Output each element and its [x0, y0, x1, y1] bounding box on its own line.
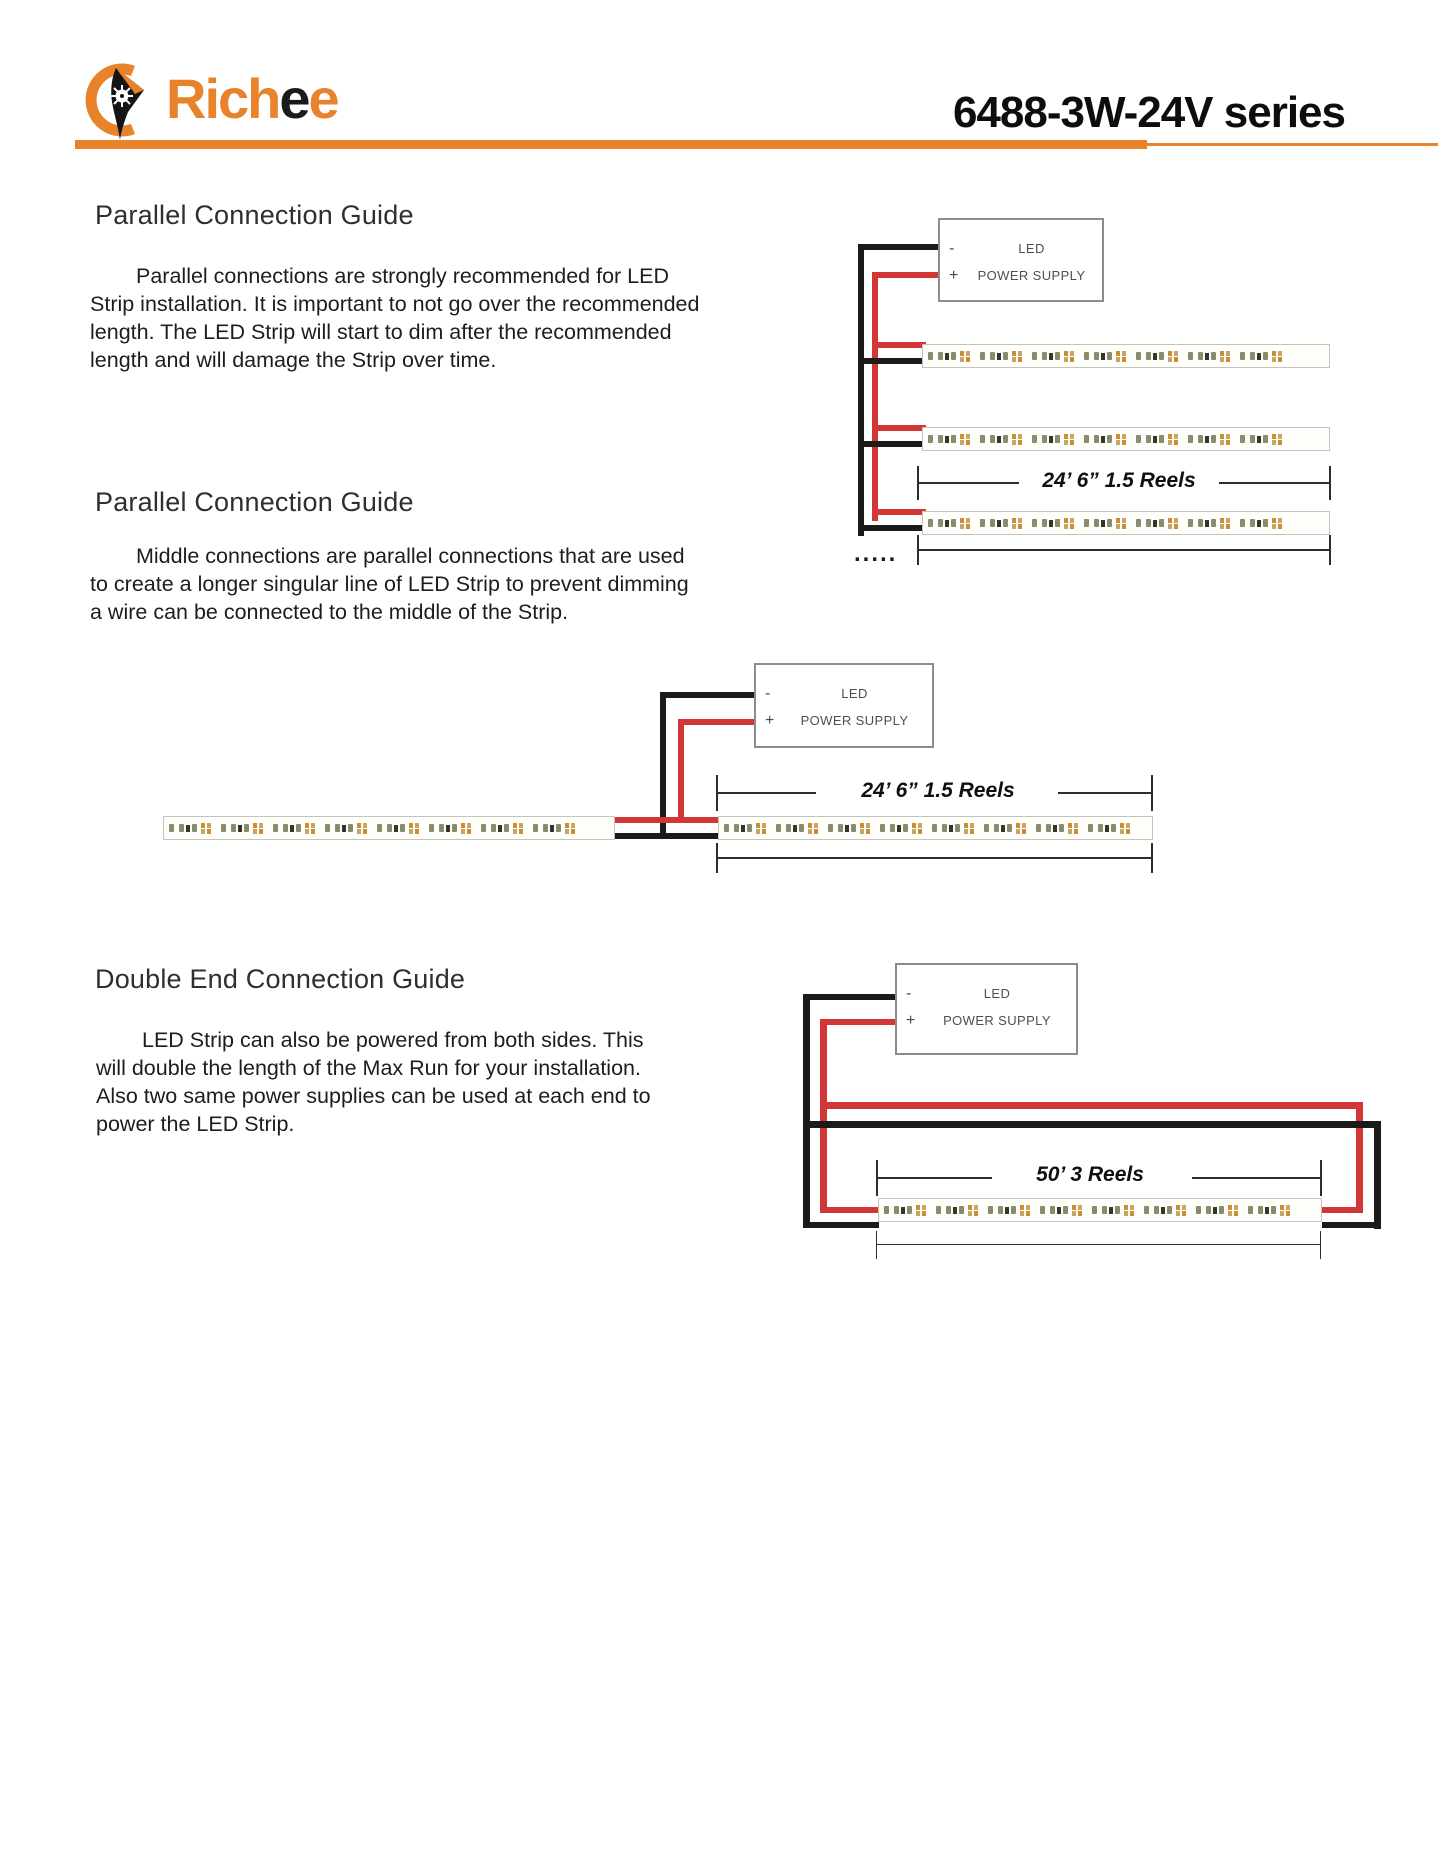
- led-chip-unit: [1243, 1205, 1295, 1216]
- dimension-label: 24’ 6” 1.5 Reels: [861, 779, 1015, 802]
- dimension-tick: [1320, 1231, 1321, 1259]
- wire-red: [1356, 1102, 1363, 1213]
- led-chip-unit: [1079, 518, 1131, 529]
- body-line: length. The LED Strip will start to dim after the recommended: [90, 320, 672, 344]
- led-chip-unit: [1191, 1205, 1243, 1216]
- wire-red: [820, 1019, 827, 1213]
- plus-terminal-label: +: [765, 711, 775, 729]
- header-rule-taper: [1147, 143, 1438, 146]
- led-chip-unit: [1027, 434, 1079, 445]
- brand-name-part3: e: [308, 67, 338, 130]
- led-chip-unit: [983, 1205, 1035, 1216]
- dimension-tick: [1151, 843, 1153, 873]
- wire-black: [803, 994, 899, 1000]
- led-chip-unit: [879, 1205, 931, 1216]
- led-chip-unit: [1079, 351, 1131, 362]
- body-line: length and will damage the Strip over time.: [90, 348, 497, 372]
- wire-red: [678, 719, 758, 725]
- dimension-label: 24’ 6” 1.5 Reels: [1042, 469, 1196, 492]
- psu-label-line1: LED: [1018, 241, 1045, 256]
- led-strip-double-end: [878, 1198, 1322, 1222]
- brand-logo: [78, 56, 338, 142]
- wire-black: [660, 692, 758, 698]
- psu-label-line2: POWER SUPPLY: [943, 1013, 1051, 1028]
- psu-label-line2: POWER SUPPLY: [800, 713, 909, 728]
- body-line: power the LED Strip.: [96, 1112, 295, 1136]
- wire-black: [1374, 1121, 1381, 1229]
- wire-black: [803, 994, 810, 1228]
- wire-black-branch: [858, 358, 926, 364]
- led-chip-unit: [1183, 351, 1235, 362]
- led-chip-unit: [424, 823, 476, 834]
- led-chip-unit: [1183, 518, 1235, 529]
- led-power-supply-box: [895, 963, 1078, 1055]
- dimension-tick: [1320, 1160, 1322, 1196]
- led-chip-unit: [372, 823, 424, 834]
- dimension-tick: [1151, 775, 1153, 811]
- body-line: to create a longer singular line of LED Strip to prevent dimming: [90, 572, 689, 596]
- wire-red: [1322, 1207, 1363, 1213]
- header-rule: [75, 140, 1147, 149]
- brand-logo-icon: [78, 56, 162, 142]
- plus-terminal-label: +: [949, 266, 959, 284]
- led-chip-unit: [1235, 351, 1287, 362]
- body-line: Also two same power supplies can be used at each end to: [96, 1084, 651, 1108]
- led-strip-row3: [922, 511, 1330, 535]
- page-title: 6488-3W-24V series: [952, 88, 1345, 137]
- led-chip-unit: [923, 518, 975, 529]
- dimension-line: [876, 1244, 1321, 1245]
- psu-row: [756, 680, 932, 707]
- led-chip-unit: [923, 434, 975, 445]
- led-strip-left: [163, 816, 615, 840]
- led-strip-row2: [922, 427, 1330, 451]
- led-chip-unit: [975, 351, 1027, 362]
- led-power-supply-box: [754, 663, 934, 748]
- wire-red: [872, 272, 878, 521]
- led-chip-unit: [1139, 1205, 1191, 1216]
- led-chip-unit: [1131, 434, 1183, 445]
- dimension-line: [716, 857, 1153, 859]
- dimension-line: [718, 792, 816, 794]
- dimension-line: [917, 482, 1019, 484]
- brand-name-part1: Rich: [166, 67, 280, 130]
- psu-row: [756, 707, 932, 734]
- wire-red: [678, 719, 684, 823]
- body-line: LED Strip can also be powered from both sides. This: [142, 1028, 644, 1052]
- led-chip-unit: [164, 823, 216, 834]
- led-chip-unit: [1131, 518, 1183, 529]
- wire-red: [820, 1019, 898, 1025]
- body-line: Middle connections are parallel connections that are used: [136, 544, 685, 568]
- led-strip-row1: [922, 344, 1330, 368]
- plus-terminal-label: +: [906, 1011, 916, 1029]
- led-chip-unit: [1083, 823, 1135, 834]
- wire-black: [858, 244, 942, 250]
- wire-black: [803, 1222, 879, 1228]
- wire-red: [820, 1207, 880, 1213]
- led-power-supply-box: [938, 218, 1104, 302]
- wire-red-middle-jumper: [613, 817, 720, 823]
- continuation-dots: .....: [854, 540, 898, 567]
- dimension-line: [917, 549, 1331, 551]
- wire-red-cross-run: [820, 1102, 1363, 1109]
- led-chip-unit: [1027, 518, 1079, 529]
- led-chip-unit: [1183, 434, 1235, 445]
- wire-red: [872, 272, 942, 278]
- led-chip-unit: [975, 518, 1027, 529]
- section-heading-double-end: Double End Connection Guide: [95, 964, 466, 994]
- led-chip-unit: [1079, 434, 1131, 445]
- led-chip-unit: [875, 823, 927, 834]
- section-heading-parallel-2: Parallel Connection Guide: [95, 487, 414, 517]
- led-chip-unit: [923, 351, 975, 362]
- dimension-line: [1058, 792, 1151, 794]
- led-chip-unit: [1027, 351, 1079, 362]
- section-heading-parallel-1: Parallel Connection Guide: [95, 200, 414, 230]
- wire-red-branch: [872, 425, 926, 431]
- wire-red-branch: [872, 342, 926, 348]
- wire-black-middle-jumper: [613, 833, 720, 839]
- wire-black-cross-run: [803, 1121, 1381, 1128]
- led-chip-unit: [719, 823, 771, 834]
- led-chip-unit: [823, 823, 875, 834]
- led-chip-unit: [268, 823, 320, 834]
- wire-black: [858, 244, 864, 536]
- dimension-tick: [876, 1231, 877, 1259]
- led-chip-unit: [1035, 1205, 1087, 1216]
- dimension-line: [1219, 482, 1331, 484]
- led-chip-unit: [1235, 518, 1287, 529]
- led-chip-unit: [476, 823, 528, 834]
- wire-black-branch: [858, 441, 926, 447]
- dimension-line: [1192, 1177, 1320, 1179]
- psu-label-line1: LED: [841, 686, 868, 701]
- body-line: Parallel connections are strongly recommended for LED: [136, 264, 669, 288]
- section-body-parallel-2: [90, 542, 689, 626]
- led-chip-unit: [216, 823, 268, 834]
- section-body-double-end: [96, 1026, 651, 1138]
- led-chip-unit: [1087, 1205, 1139, 1216]
- wire-black-branch: [858, 525, 926, 531]
- body-line: a wire can be connected to the middle of the Strip.: [90, 600, 569, 624]
- led-chip-unit: [1235, 434, 1287, 445]
- minus-terminal-label: -: [765, 684, 771, 702]
- dimension-tick: [1329, 535, 1331, 565]
- led-chip-unit: [771, 823, 823, 834]
- minus-terminal-label: -: [949, 239, 955, 257]
- led-chip-unit: [975, 434, 1027, 445]
- dimension-line: [878, 1177, 992, 1179]
- body-line: Strip installation. It is important to not go over the recommended: [90, 292, 700, 316]
- wire-red-branch: [872, 509, 926, 515]
- led-chip-unit: [1031, 823, 1083, 834]
- psu-label-line2: POWER SUPPLY: [977, 268, 1086, 283]
- dimension-label: 50’ 3 Reels: [1036, 1163, 1144, 1186]
- psu-row: [940, 235, 1102, 262]
- led-chip-unit: [927, 823, 979, 834]
- led-chip-unit: [528, 823, 580, 834]
- psu-row: [897, 980, 1076, 1007]
- led-chip-unit: [320, 823, 372, 834]
- led-strip-right: [718, 816, 1153, 840]
- led-chip-unit: [979, 823, 1031, 834]
- dimension-tick: [1329, 466, 1331, 500]
- brand-name-part2: e: [279, 67, 309, 130]
- section-body-parallel-1: [90, 262, 699, 374]
- brand-name: [166, 67, 338, 130]
- psu-row: [940, 262, 1102, 289]
- minus-terminal-label: -: [906, 984, 912, 1002]
- psu-label-line1: LED: [983, 986, 1011, 1001]
- led-chip-unit: [931, 1205, 983, 1216]
- wire-black: [1322, 1222, 1381, 1228]
- body-line: will double the length of the Max Run for your installation.: [96, 1056, 641, 1080]
- psu-row: [897, 1007, 1076, 1034]
- led-chip-unit: [1131, 351, 1183, 362]
